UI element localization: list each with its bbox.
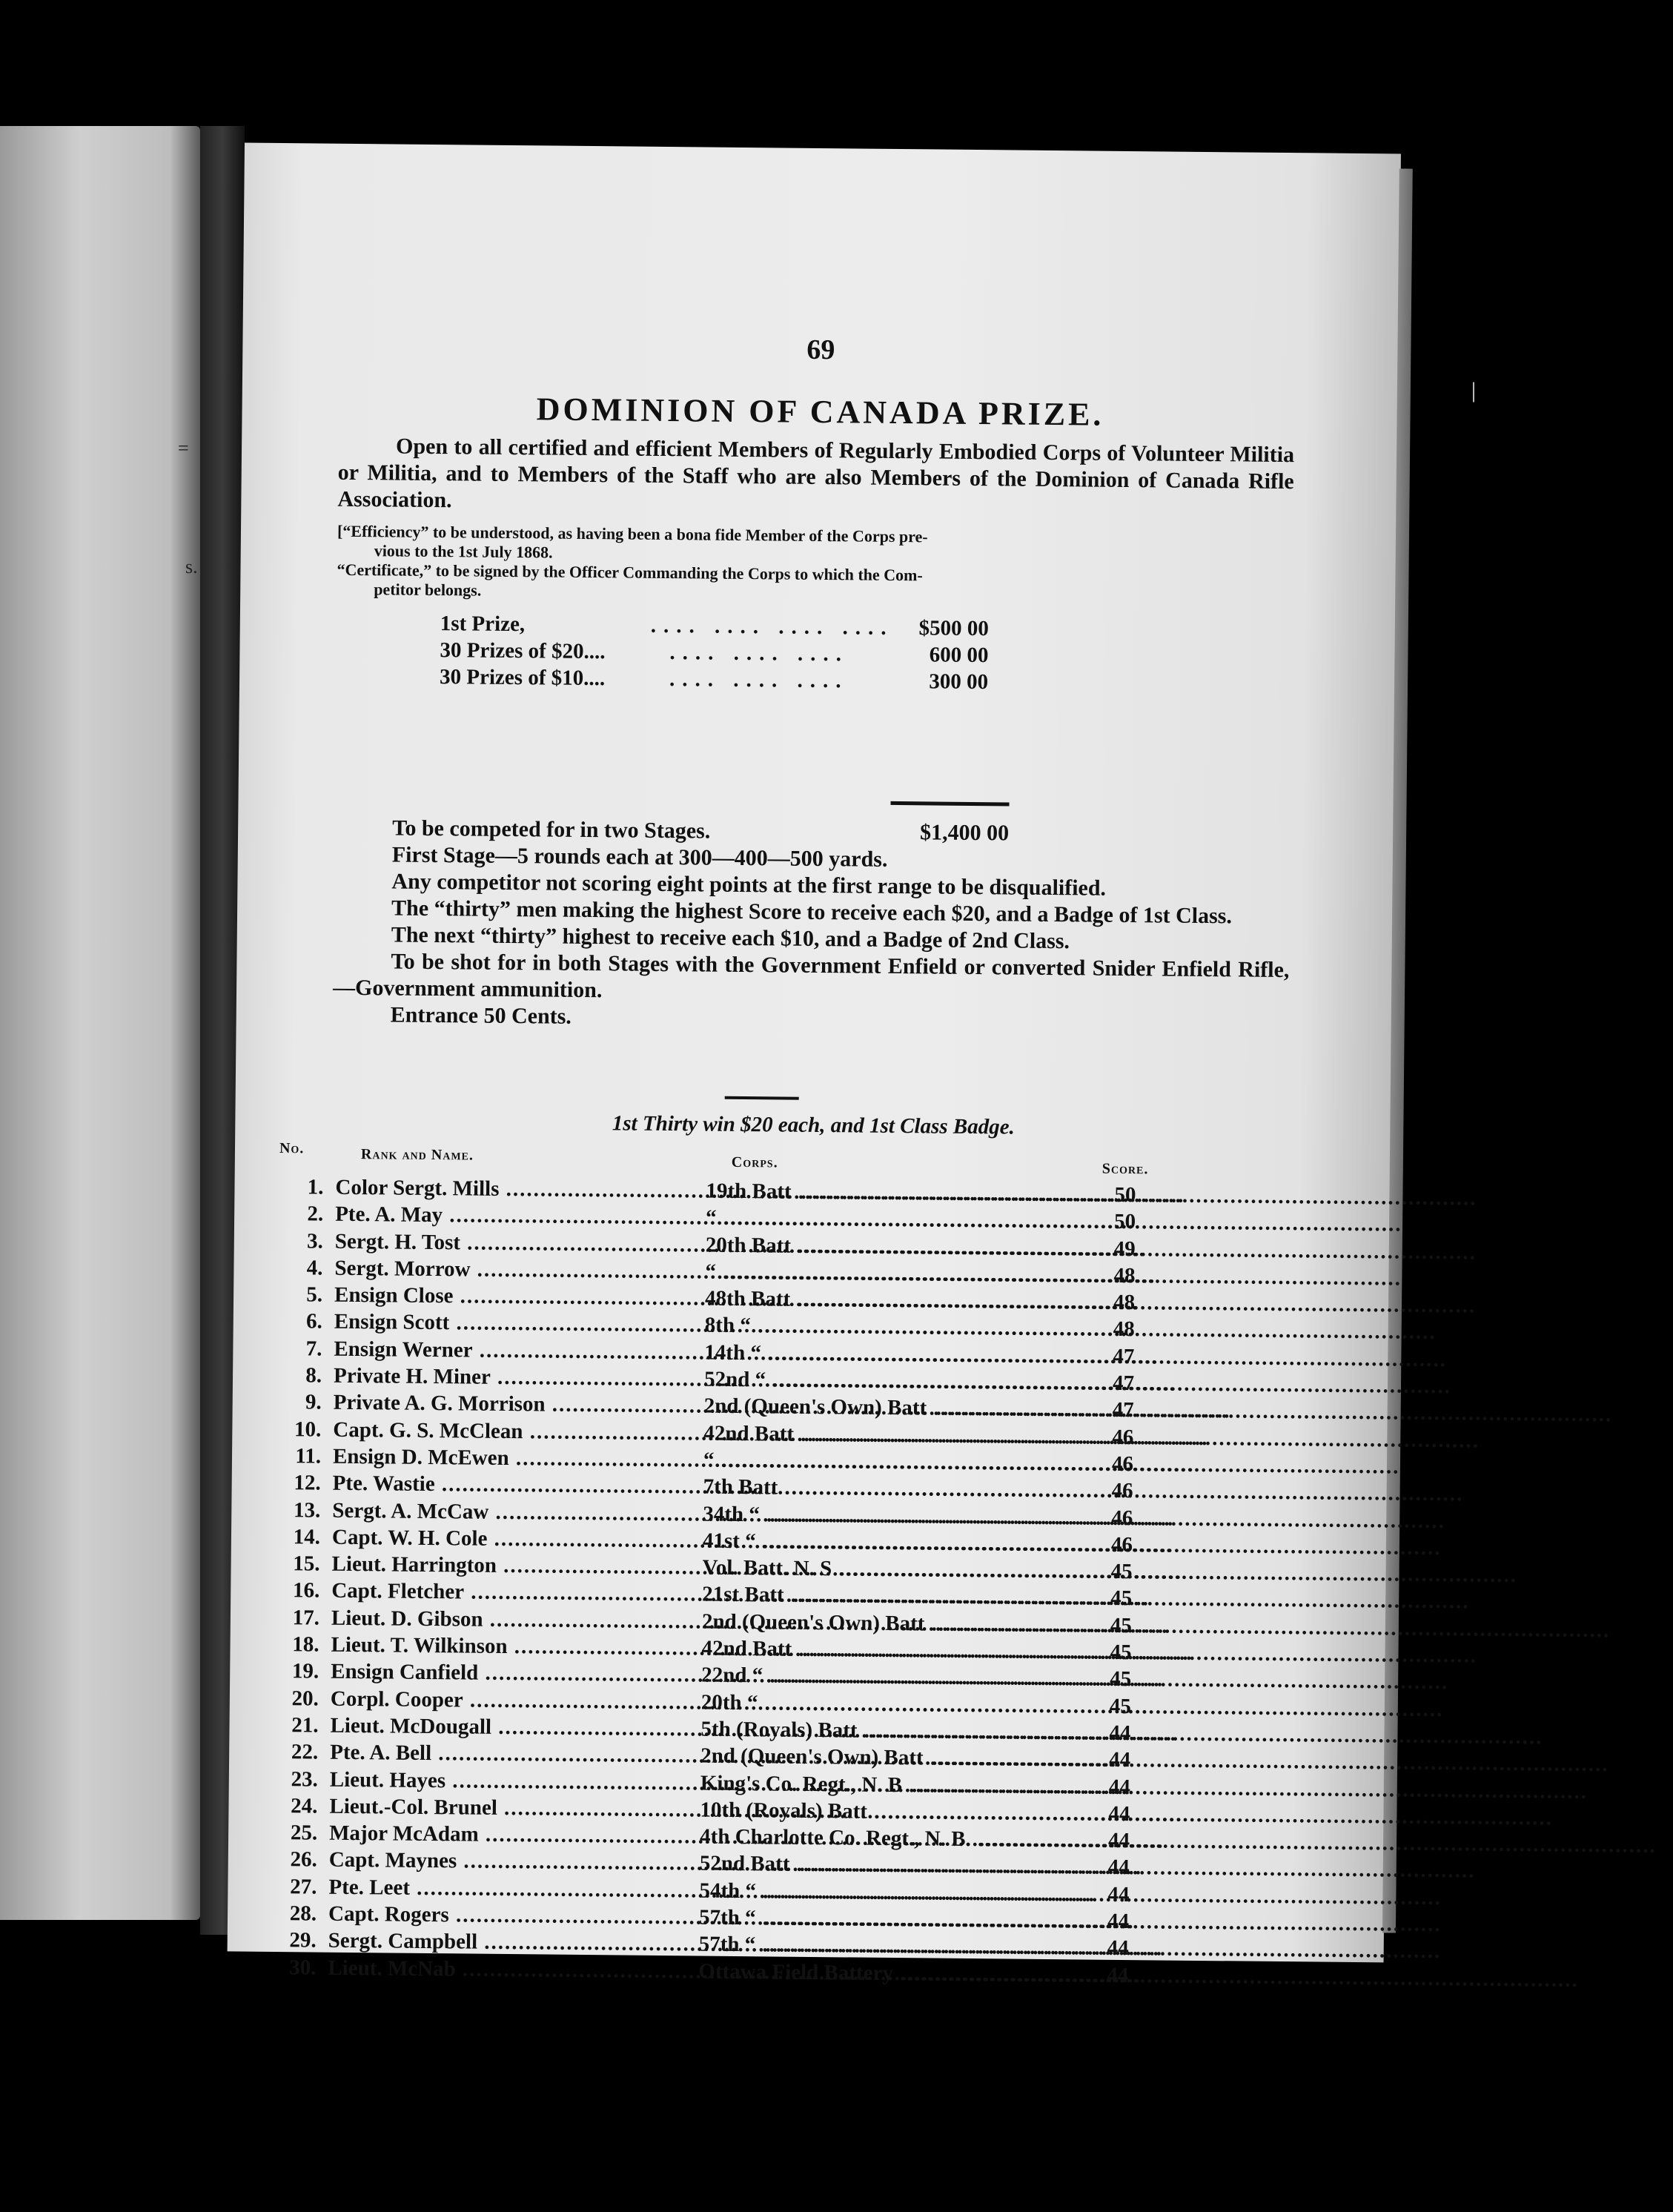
competitor-corps: 2nd (Queen's Own) Batt ..... — [704, 1393, 1075, 1423]
page-number: 69 — [806, 334, 835, 366]
competitor-name: Sergt. Campbell ..... — [328, 1927, 699, 1958]
sum-rule — [891, 801, 1010, 807]
row-number: 10. — [294, 1417, 322, 1442]
competitor-corps: 19th Batt ..... — [706, 1178, 1076, 1208]
competitor-corps: 57th “ ..... — [699, 1931, 1070, 1961]
results-list — [264, 1173, 1250, 1990]
competitor-name: Major McAdam ..... — [329, 1820, 700, 1850]
competitor-name: Pte. A. May ..... — [335, 1201, 706, 1231]
row-number: 20. — [291, 1686, 319, 1711]
rule-line: To be shot for in both Stages with the Government Enfield or converted Snider Enfield Rifle,—Government ammunition. — [332, 949, 1290, 1003]
note-line: vious to the 1st July 1868. — [374, 541, 553, 562]
competitor-name: Capt. Maynes ..... — [329, 1847, 700, 1877]
competitor-corps: 54th “ ..... — [699, 1877, 1070, 1907]
competitor-corps: 2nd (Queen's Own) Batt ..... — [700, 1743, 1071, 1773]
competitor-name: Lieut. Hayes ..... — [330, 1766, 700, 1796]
competitor-score: 48 — [1113, 1291, 1136, 1315]
prize-amount: 300 00 — [929, 669, 989, 695]
eligibility-notes — [337, 522, 1293, 608]
edge-mark: | — [1471, 378, 1477, 403]
competitor-score: 48 — [1113, 1317, 1135, 1342]
row-number: 4. — [306, 1256, 323, 1280]
column-header-corps: Corps. — [731, 1153, 778, 1171]
competitor-score: 44 — [1109, 1721, 1131, 1746]
row-number: 5. — [306, 1282, 323, 1307]
competitor-corps: 34th “ ..... — [703, 1500, 1073, 1531]
rule-line: The “thirty” men making the highest Score to receive each $20, and a Badge of 1st Class. — [391, 895, 1233, 929]
competitor-score: 44 — [1107, 1963, 1129, 1987]
competitor-name: Capt. Rogers ..... — [328, 1901, 699, 1931]
row-number: 16. — [292, 1578, 320, 1603]
eligibility-paragraph: Open to all certified and efficient Members of Regularly Embodied Corps of Volunteer Militia or Militia, and to Members of the Staff who are also Members of the Dominion of Canada Rifle Association. — [337, 434, 1295, 513]
competitor-score: 44 — [1107, 1855, 1130, 1880]
prize-dots: .... .... .... .... — [650, 613, 894, 640]
competitor-name: Ensign Scott ..... — [334, 1308, 705, 1339]
competitor-score: 45 — [1110, 1667, 1132, 1692]
row-number: 3. — [306, 1228, 323, 1254]
competitor-score: 45 — [1110, 1559, 1133, 1584]
competitor-corps: Vol. Batt. N. S ..... — [702, 1554, 1073, 1585]
row-number: 28. — [289, 1901, 317, 1926]
competitor-corps: Ottawa Field Battery ..... — [698, 1958, 1069, 1988]
competitor-corps: 8th “ ..... — [705, 1312, 1076, 1342]
competitor-corps: 52nd “ ..... — [704, 1366, 1075, 1397]
competitor-corps: 41st “ ..... — [703, 1527, 1073, 1557]
row-number: 15. — [293, 1552, 320, 1576]
note-line: “Certificate,” to be signed by the Officer Commanding the Corps to which the Com- — [337, 560, 923, 585]
row-number: 27. — [290, 1874, 317, 1899]
row-number: 9. — [305, 1390, 322, 1414]
competitor-score: 44 — [1107, 1828, 1130, 1853]
row-number: 2. — [307, 1202, 324, 1226]
margin-mark: s. — [185, 556, 198, 577]
competitor-name: Lieut. D. Gibson ..... — [331, 1604, 702, 1635]
row-number: 23. — [291, 1766, 319, 1792]
note-line: [“Efficiency” to be understood, as having been a bona fide Member of the Corps pre- — [337, 521, 928, 546]
competitor-corps: “ ..... — [703, 1447, 1074, 1477]
competitor-score: 45 — [1110, 1640, 1132, 1665]
competitor-score: 47 — [1113, 1344, 1135, 1368]
prize-table — [440, 610, 989, 695]
prize-row — [440, 663, 988, 695]
column-header-score: Score. — [1101, 1160, 1149, 1178]
competitor-corps: King's Co. Regt., N. B ..... — [700, 1769, 1071, 1800]
row-number: 18. — [292, 1632, 319, 1657]
competitor-score: 46 — [1110, 1532, 1133, 1557]
competitor-score: 46 — [1111, 1479, 1133, 1503]
competitor-corps: 2nd (Queen's Own) Batt ..... — [702, 1608, 1073, 1638]
competitor-corps: 7th Batt ..... — [703, 1474, 1073, 1504]
competitor-corps: 20th “ ..... — [701, 1689, 1072, 1719]
book-page — [228, 143, 1401, 1987]
competitor-corps: 42nd Batt ..... — [703, 1420, 1074, 1450]
competitor-score: 44 — [1107, 1882, 1130, 1907]
row-number: 21. — [291, 1713, 319, 1738]
competitor-score: 50 — [1113, 1210, 1136, 1234]
prize-label: 30 Prizes of $20.... — [440, 638, 606, 664]
row-number: 8. — [305, 1363, 322, 1388]
competitor-score: 50 — [1114, 1182, 1136, 1208]
competitor-name: Pte. Leet ..... — [328, 1873, 699, 1904]
competitor-score: 45 — [1110, 1613, 1133, 1638]
competitor-score: 44 — [1107, 1936, 1129, 1961]
prize-amount: 600 00 — [929, 643, 989, 668]
competitor-corps: 22nd “ ..... — [701, 1662, 1072, 1692]
row-number: 30. — [289, 1955, 317, 1980]
row-number: 14. — [293, 1525, 321, 1549]
competitor-score: 45 — [1110, 1586, 1133, 1611]
competitor-corps: 57th “ ..... — [699, 1904, 1070, 1935]
competitor-corps: 14th “ ..... — [704, 1339, 1075, 1369]
competitor-name: Pte. A. Bell ..... — [330, 1739, 700, 1769]
competitor-corps: 5th (Royals) Batt ..... — [700, 1715, 1071, 1746]
competitor-score: 44 — [1108, 1801, 1130, 1826]
row-number: 26. — [290, 1847, 317, 1872]
competitor-score: 47 — [1112, 1371, 1135, 1396]
row-number: 22. — [291, 1740, 319, 1764]
column-header-name: Rank and Name. — [360, 1146, 474, 1164]
competitor-name: Sergt. Morrow ..... — [334, 1255, 705, 1285]
row-number: 12. — [294, 1471, 321, 1495]
row-number: 25. — [290, 1821, 318, 1845]
competitor-corps: 48th Batt ..... — [705, 1285, 1076, 1316]
competitor-name: Private A. G. Morrison ..... — [334, 1389, 704, 1420]
note-line: petitor belongs. — [374, 580, 482, 600]
section-divider — [725, 1096, 799, 1100]
competitor-name: Lieut.-Col. Brunel ..... — [329, 1793, 700, 1824]
competitor-name: Capt. G. S. McClean ..... — [333, 1416, 703, 1446]
competitor-corps: 4th Charlotte Co. Regt., N. B. ..... — [700, 1824, 1070, 1854]
margin-mark: = — [178, 437, 189, 459]
row-number: 1. — [307, 1175, 324, 1199]
competitor-name: Lieut. McDougall ..... — [330, 1712, 700, 1743]
competitor-name: Capt. Fletcher ..... — [331, 1577, 702, 1608]
prize-label: 1st Prize, — [440, 612, 526, 637]
rule-line: First Stage—5 rounds each at 300—400—500 yards. — [391, 842, 888, 872]
row-number: 24. — [291, 1794, 318, 1818]
competitor-score: 45 — [1109, 1694, 1131, 1718]
competitor-name: Color Sergt. Mills ..... — [335, 1174, 706, 1205]
rule-line: Entrance 50 Cents. — [390, 1002, 572, 1029]
prize-amount: $500 00 — [918, 616, 989, 641]
competitor-score: 44 — [1107, 1909, 1130, 1934]
competitor-name: Ensign Canfield ..... — [331, 1658, 701, 1689]
competitor-name: Corpl. Cooper ..... — [331, 1685, 701, 1715]
prize-dots: .... .... .... — [669, 640, 849, 666]
page-title: DOMINION OF CANADA PRIZE. — [536, 391, 1104, 433]
column-header-no: No. — [279, 1140, 305, 1157]
competitor-score: 47 — [1112, 1398, 1134, 1423]
competitor-name: Ensign D. McEwen ..... — [333, 1443, 703, 1474]
row-number: 6. — [305, 1309, 322, 1334]
competitor-corps: 42nd Batt ..... — [701, 1635, 1072, 1666]
competitor-corps: 10th (Royals) Batt ..... — [700, 1796, 1070, 1827]
competitor-corps: 20th Batt ..... — [706, 1231, 1076, 1262]
row-number: 29. — [289, 1928, 317, 1953]
competitor-score: 46 — [1111, 1451, 1134, 1477]
row-number: 11. — [295, 1444, 322, 1468]
row-number: 17. — [292, 1605, 320, 1630]
competitor-name: Private H. Miner ..... — [334, 1362, 704, 1393]
competitor-name: Lieut. McNab ..... — [328, 1954, 698, 1984]
competitor-corps: “ ..... — [706, 1205, 1076, 1235]
competitor-name: Ensign Close ..... — [334, 1282, 705, 1312]
competitor-name: Lieut. T. Wilkinson ..... — [331, 1632, 701, 1662]
row-number: 13. — [293, 1497, 321, 1523]
competitor-name: Sergt. H. Tost ..... — [335, 1228, 706, 1258]
competitor-name: Lieut. Harrington ..... — [331, 1551, 702, 1581]
row-number: 7. — [305, 1337, 322, 1361]
competitor-name: Pte. Wastie ..... — [333, 1470, 703, 1500]
rule-line: The next “thirty” highest to receive each $10, and a Badge of 2nd Class. — [391, 922, 1070, 954]
results-title: 1st Thirty win $20 each, and 1st Class Badge. — [612, 1111, 1015, 1139]
competitor-score: 46 — [1112, 1425, 1134, 1449]
competitor-score: 44 — [1108, 1775, 1130, 1799]
competitor-name: Sergt. A. McCaw ..... — [332, 1497, 703, 1527]
rule-line: To be competed for in two Stages. — [392, 815, 711, 844]
competitor-score: 48 — [1113, 1263, 1136, 1288]
row-number: 19. — [291, 1659, 319, 1683]
rule-line: Any competitor not scoring eight points at the first range to be disqualified. — [391, 869, 1107, 901]
competitor-score: 44 — [1108, 1748, 1131, 1772]
competitor-name: Capt. W. H. Cole ..... — [332, 1524, 703, 1554]
facing-page — [0, 126, 200, 1920]
competitor-corps: 21st Batt ..... — [702, 1581, 1073, 1612]
competition-rules — [333, 815, 1291, 1037]
prize-label: 30 Prizes of $10.... — [439, 665, 606, 691]
prize-total: $1,400 00 — [919, 820, 1010, 846]
competitor-corps: 52nd Batt ..... — [700, 1850, 1070, 1881]
prize-dots: .... .... .... — [669, 667, 849, 693]
competitor-score: 49 — [1113, 1236, 1136, 1261]
competitor-corps: “ ..... — [705, 1258, 1076, 1288]
competitor-name: Ensign Werner ..... — [334, 1336, 704, 1366]
competitor-score: 46 — [1111, 1506, 1133, 1530]
